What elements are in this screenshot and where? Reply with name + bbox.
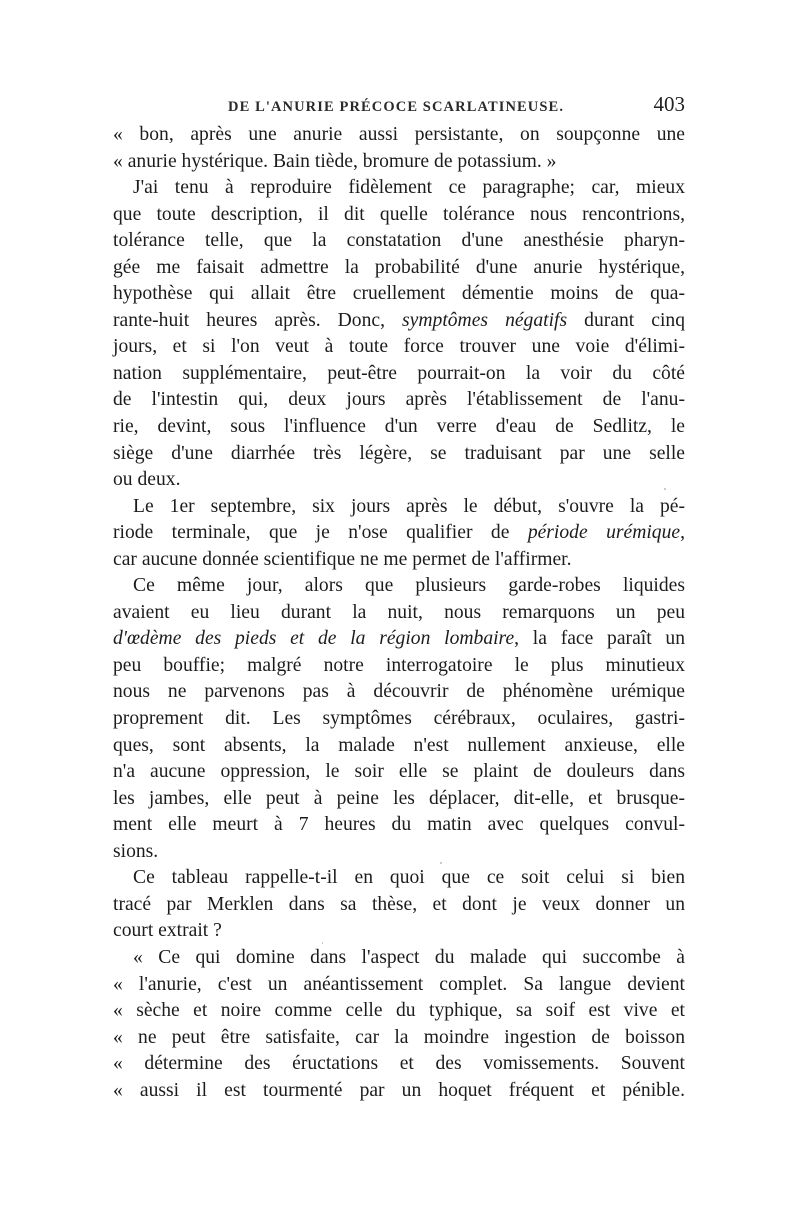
text-line	[113, 653, 685, 680]
text-segment: , la face paraît un	[514, 628, 685, 650]
text-line	[113, 759, 685, 786]
text-segment: Ce même jour, alors que plusieurs garde-robes liquides	[133, 575, 685, 597]
text-segment: les jambes, elle peut à peine les déplacer, dit-elle, et brusque-	[113, 787, 685, 809]
text-segment: « anurie hystérique. Bain tiède, bromure de potassium. »	[113, 150, 557, 172]
text-line	[113, 547, 685, 574]
text-segment: rie, devint, sous l'influence d'un verre d'eau de Sedlitz, le	[113, 416, 685, 438]
text-segment: car aucune donnée scientifique ne me permet de l'affirmer.	[113, 548, 572, 570]
text-line	[113, 1078, 685, 1105]
book-page	[113, 92, 685, 1104]
text-line	[113, 679, 685, 706]
text-line	[113, 972, 685, 999]
text-segment: « ne peut être satisfaite, car la moindre ingestion de boisson	[113, 1026, 685, 1048]
text-segment: rante-huit heures après. Donc,	[113, 309, 403, 331]
text-line	[113, 467, 685, 494]
italic-phrase: d'œdème des pieds et de la région lombaire	[113, 628, 515, 650]
text-segment: hypothèse qui allait être cruellement démentie moins de qua-	[113, 283, 685, 305]
text-line	[113, 122, 685, 149]
text-line	[113, 255, 685, 282]
text-segment: peu bouffie; malgré notre interrogatoire le plus minutieux	[113, 654, 685, 676]
text-segment: tracé par Merklen dans sa thèse, et dont je veux donner un	[113, 893, 685, 915]
body-text	[113, 122, 685, 1104]
text-segment: avaient eu lieu durant la nuit, nous remarquons un peu	[113, 601, 685, 623]
text-line	[113, 945, 685, 972]
text-line	[113, 520, 685, 547]
italic-phrase: période urémique	[527, 522, 681, 544]
running-title: DE L'ANURIE PRÉCOCE SCARLATINEUSE.	[228, 99, 565, 115]
text-line	[113, 1025, 685, 1052]
text-segment: ou deux.	[113, 469, 181, 491]
text-line	[113, 786, 685, 813]
text-segment: ,	[680, 522, 685, 544]
text-line	[113, 706, 685, 733]
text-segment: nation supplémentaire, peut-être pourrait-on la voir du côté	[113, 362, 685, 384]
text-line	[113, 812, 685, 839]
text-line	[113, 573, 685, 600]
text-line	[113, 918, 685, 945]
text-segment: nous ne parvenons pas à découvrir de phénomène urémique	[113, 681, 685, 703]
text-line	[113, 839, 685, 866]
text-segment: gée me faisait admettre la probabilité d'une anurie hystérique,	[113, 256, 685, 278]
text-segment: J'ai tenu à reproduire fidèlement ce paragraphe; car, mieux	[133, 177, 685, 199]
text-line	[113, 149, 685, 176]
text-segment: sions.	[113, 840, 159, 862]
text-segment: ques, sont absents, la malade n'est nullement anxieuse, elle	[113, 734, 685, 756]
text-segment: que toute description, il dit quelle tolérance nous rencontrions,	[113, 203, 685, 225]
text-segment: « l'anurie, c'est un anéantissement complet. Sa langue devient	[113, 973, 685, 995]
text-segment: tolérance telle, que la constatation d'une anesthésie pharyn-	[113, 230, 685, 252]
text-segment: « aussi il est tourmenté par un hoquet fréquent et pénible.	[113, 1079, 685, 1101]
text-segment: durant cinq	[567, 309, 685, 331]
text-line	[113, 626, 685, 653]
text-line	[113, 892, 685, 919]
text-segment: riode terminale, que je n'ose qualifier de	[113, 522, 528, 544]
text-line	[113, 228, 685, 255]
text-segment: « Ce qui domine dans l'aspect du malade qui succombe à	[133, 946, 685, 968]
text-segment: Le 1er septembre, six jours après le début, s'ouvre la pé-	[133, 495, 685, 517]
text-segment: de l'intestin qui, deux jours après l'établissement de l'anu-	[113, 389, 685, 411]
text-line	[113, 865, 685, 892]
text-line	[113, 387, 685, 414]
text-line	[113, 494, 685, 521]
text-segment: jours, et si l'on veut à toute force trouver une voie d'élimi-	[113, 336, 685, 358]
text-line	[113, 998, 685, 1025]
text-segment: Ce tableau rappelle-t-il en quoi que ce soit celui si bien	[133, 867, 685, 889]
text-line	[113, 308, 685, 335]
italic-phrase: symptômes négatifs	[402, 309, 568, 331]
text-line	[113, 733, 685, 760]
text-segment: n'a aucune oppression, le soir elle se plaint de douleurs dans	[113, 761, 685, 783]
text-line	[113, 414, 685, 441]
text-line	[113, 202, 685, 229]
scan-speck	[440, 862, 442, 864]
text-line	[113, 361, 685, 388]
text-line	[113, 175, 685, 202]
text-segment: « sèche et noire comme celle du typhique, sa soif est vive et	[113, 1000, 685, 1022]
page-number: 403	[653, 92, 685, 116]
text-segment: ment elle meurt à 7 heures du matin avec quelques convul-	[113, 814, 685, 836]
running-head	[113, 92, 685, 118]
scan-speck	[664, 488, 666, 490]
text-segment: court extrait ?	[113, 920, 222, 942]
text-segment: « bon, après une anurie aussi persistante, on soupçonne une	[113, 124, 685, 145]
text-line	[113, 441, 685, 468]
text-segment: « détermine des éructations et des vomissements. Souvent	[113, 1053, 685, 1075]
text-segment: proprement dit. Les symptômes cérébraux, oculaires, gastri-	[113, 708, 685, 730]
text-segment: siège d'une diarrhée très légère, se traduisant par une selle	[113, 442, 685, 464]
text-line	[113, 334, 685, 361]
text-line	[113, 600, 685, 627]
text-line	[113, 1051, 685, 1078]
text-line	[113, 281, 685, 308]
scan-speck	[322, 942, 323, 944]
